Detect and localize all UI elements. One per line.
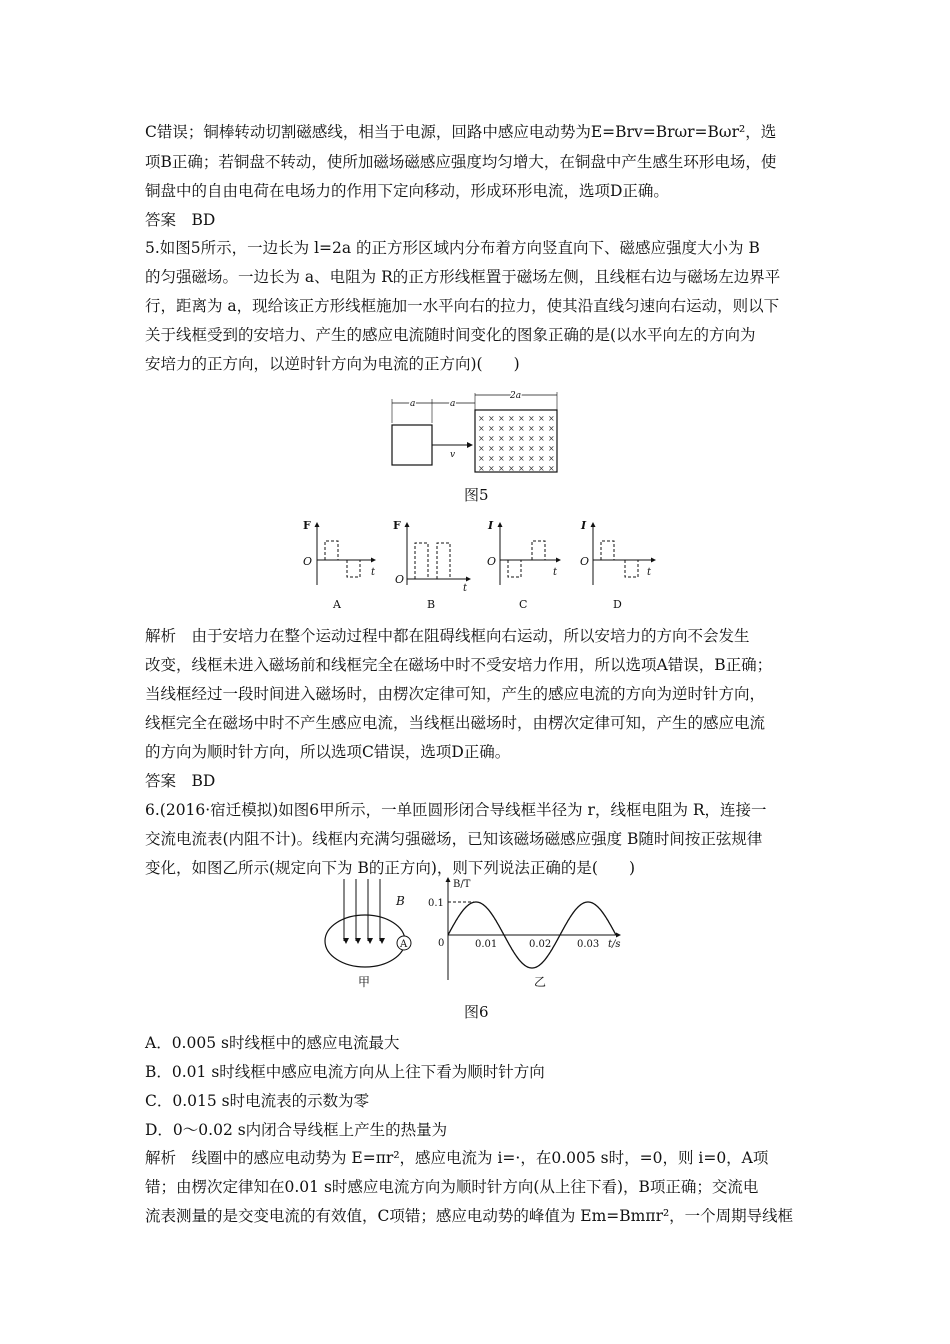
option-letter: A xyxy=(333,598,341,611)
svg-text:0.02: 0.02 xyxy=(529,939,552,950)
field-cross: × xyxy=(478,414,485,423)
field-cross: × xyxy=(548,434,555,443)
figure-5-caption: 图5 xyxy=(464,486,489,504)
option-graphs xyxy=(295,515,665,615)
option-letter: D xyxy=(613,598,622,611)
option-letter: B xyxy=(427,598,436,611)
svg-text:t: t xyxy=(647,567,652,578)
field-cross: × xyxy=(518,424,525,433)
choice-d: D．0～0.02 s内闭合导线框上产生的热量为 xyxy=(145,1121,448,1139)
analysis-text: 的方向为顺时针方向，所以选项C错误，选项D正确。 xyxy=(145,743,511,761)
field-cross: × xyxy=(528,414,535,423)
svg-text:0.01: 0.01 xyxy=(475,939,498,950)
field-cross: × xyxy=(538,444,545,453)
svg-text:O: O xyxy=(487,555,497,568)
figure-label-jia: 甲 xyxy=(358,975,371,989)
option-letter: C xyxy=(519,598,528,611)
svg-text:I: I xyxy=(488,519,494,532)
field-cross: × xyxy=(488,464,495,473)
field-cross: × xyxy=(508,434,515,443)
answer-line: 答案 BD xyxy=(145,211,216,229)
field-cross: × xyxy=(528,434,535,443)
figure-6-diagram xyxy=(320,875,650,990)
question-6-text: 交流电流表(内阻不计)。线框内充满匀强磁场，已知该磁场磁感应强度 B随时间按正弦规律 xyxy=(145,830,763,848)
field-cross: × xyxy=(498,424,505,433)
field-cross: × xyxy=(528,454,535,463)
svg-text:B/T: B/T xyxy=(453,879,471,890)
field-cross: × xyxy=(478,424,485,433)
wire-frame-square xyxy=(392,425,432,465)
field-cross: × xyxy=(538,414,545,423)
dimension-label-2a: 2a xyxy=(510,391,522,401)
graph-option-d xyxy=(580,519,655,611)
field-cross: × xyxy=(538,434,545,443)
question-5-text: 5.如图5所示，一边长为 l=2a 的正方形区域内分布着方向竖直向下、磁感应强度大小为 B xyxy=(145,239,760,257)
field-cross: × xyxy=(548,444,555,453)
svg-text:O: O xyxy=(395,573,405,586)
field-cross: × xyxy=(518,454,525,463)
svg-text:0.03: 0.03 xyxy=(577,939,600,950)
field-cross: × xyxy=(538,454,545,463)
text-line: 铜盘中的自由电荷在电场力的作用下定向移动，形成环形电流，选项D正确。 xyxy=(145,182,669,200)
question-5-text: 关于线框受到的安培力、产生的感应电流随时间变化的图象正确的是(以水平向左的方向为 xyxy=(145,326,756,344)
field-cross: × xyxy=(478,434,485,443)
field-cross: × xyxy=(508,454,515,463)
analysis-text: 错；由楞次定律知在0.01 s时感应电流方向为顺时针方向(从上往下看)，B项正确；交流电 xyxy=(145,1178,759,1196)
choice-c: C．0.015 s时电流表的示数为零 xyxy=(145,1092,370,1110)
field-cross: × xyxy=(488,414,495,423)
field-cross: × xyxy=(498,434,505,443)
svg-text:0.1: 0.1 xyxy=(428,898,444,909)
field-cross: × xyxy=(518,434,525,443)
svg-text:O: O xyxy=(580,555,590,568)
field-cross: × xyxy=(518,444,525,453)
field-cross: × xyxy=(528,424,535,433)
field-cross: × xyxy=(488,444,495,453)
dimension-label-a: a xyxy=(410,399,416,409)
field-cross: × xyxy=(488,454,495,463)
svg-text:I: I xyxy=(581,519,587,532)
field-cross: × xyxy=(508,464,515,473)
field-cross: × xyxy=(548,464,555,473)
analysis-text: 解析 由于安培力在整个运动过程中都在阻碍线框向右运动，所以安培力的方向不会发生 xyxy=(145,627,750,645)
field-cross: × xyxy=(488,434,495,443)
figure-6-caption: 图6 xyxy=(464,1003,489,1021)
figure-5-diagram xyxy=(380,390,580,480)
graph-option-a xyxy=(303,519,376,611)
field-cross: × xyxy=(518,414,525,423)
svg-text:t: t xyxy=(553,567,558,578)
field-cross-marks xyxy=(478,414,555,473)
choice-b: B．0.01 s时线框中感应电流方向从上往下看为顺时针方向 xyxy=(145,1063,545,1081)
wire-loop xyxy=(325,915,405,967)
field-cross: × xyxy=(548,414,555,423)
field-cross: × xyxy=(498,464,505,473)
field-cross: × xyxy=(538,464,545,473)
field-cross: × xyxy=(508,414,515,423)
circular-loop-diagram xyxy=(325,879,411,989)
svg-text:t: t xyxy=(463,583,468,594)
question-6-text: 6.(2016·宿迁模拟)如图6甲所示，一单匝圆形闭合导线框半径为 r，线框电阻为 R，连接一 xyxy=(145,801,767,819)
question-5-text: 行，距离为 a，现给该正方形线框施加一水平向右的拉力，使其沿直线匀速向右运动，则以下 xyxy=(145,297,780,315)
figure-label-yi: 乙 xyxy=(534,975,547,989)
field-cross: × xyxy=(478,454,485,463)
question-5-text: 安培力的正方向，以逆时针方向为电流的正方向)( ) xyxy=(145,355,520,373)
field-cross: × xyxy=(498,414,505,423)
b-vs-t-graph xyxy=(428,878,621,989)
choice-a: A．0.005 s时线框中的感应电流最大 xyxy=(145,1034,400,1052)
analysis-text: 线框完全在磁场中时不产生感应电流，当线框出磁场时，由楞次定律可知，产生的感应电流 xyxy=(145,714,766,732)
field-cross: × xyxy=(498,454,505,463)
graph-option-c xyxy=(487,519,560,611)
svg-text:t/s: t/s xyxy=(608,939,621,950)
text-line: C错误；铜棒转动切割磁感线，相当于电源，回路中感应电动势为E=Brv=Brωr=Bωr²，选 xyxy=(145,123,777,141)
field-cross: × xyxy=(478,464,485,473)
svg-text:A: A xyxy=(400,939,408,950)
svg-text:F: F xyxy=(393,519,401,532)
field-cross: × xyxy=(488,424,495,433)
graph-option-b xyxy=(393,519,470,611)
analysis-text: 改变，线框未进入磁场前和线框完全在磁场中时不受安培力作用，所以选项A错误，B正确； xyxy=(145,656,773,674)
svg-text:F: F xyxy=(303,519,311,532)
field-cross: × xyxy=(508,444,515,453)
analysis-text: 流表测量的是交变电流的有效值，C项错；感应电动势的峰值为 Em=Bmπr²，一个周期导线框 xyxy=(145,1207,794,1225)
field-cross: × xyxy=(528,444,535,453)
field-cross: × xyxy=(528,464,535,473)
field-cross: × xyxy=(538,424,545,433)
svg-text:t: t xyxy=(371,567,376,578)
field-cross: × xyxy=(518,464,525,473)
analysis-text: 当线框经过一段时间进入磁场时，由楞次定律可知，产生的感应电流的方向为逆时针方向， xyxy=(145,685,766,703)
svg-text:O: O xyxy=(303,555,313,568)
field-cross: × xyxy=(478,444,485,453)
velocity-label: v xyxy=(450,450,456,460)
svg-text:0: 0 xyxy=(438,938,445,949)
dimension-label-a: a xyxy=(450,399,456,409)
field-cross: × xyxy=(548,424,555,433)
question-5-text: 的匀强磁场。一边长为 a、电阻为 R的正方形线框置于磁场左侧，且线框右边与磁场左边界平 xyxy=(145,268,781,286)
answer-line: 答案 BD xyxy=(145,772,216,790)
text-line: 项B正确；若铜盘不转动，使所加磁场磁感应强度均匀增大，在铜盘中产生感生环形电场，使 xyxy=(145,153,777,171)
field-cross: × xyxy=(498,444,505,453)
field-cross: × xyxy=(508,424,515,433)
field-cross: × xyxy=(548,454,555,463)
analysis-text: 解析 线圈中的感应电动势为 E=πr²，感应电流为 i=·，在0.005 s时，=0，则 i=0，A项 xyxy=(145,1149,769,1167)
question-6-text: 变化，如图乙所示(规定向下为 B的正方向)，则下列说法正确的是( ) xyxy=(145,859,636,877)
field-label-b: B xyxy=(396,894,405,908)
